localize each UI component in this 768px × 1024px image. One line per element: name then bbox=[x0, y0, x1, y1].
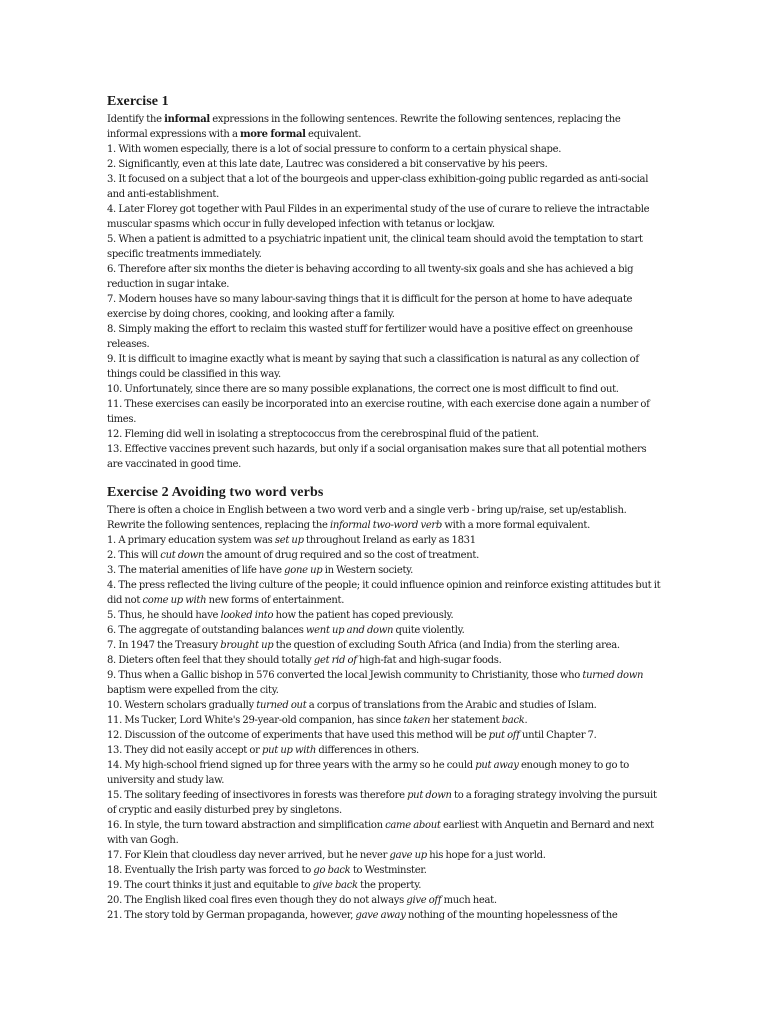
two-word-verb: cut down bbox=[160, 550, 205, 561]
two-word-verb: go back bbox=[313, 865, 351, 876]
bold-term: informal bbox=[164, 114, 210, 125]
exercise-2-sentence: 3. The material amenities of life have gone up in Western society. bbox=[107, 565, 414, 576]
exercise-2-sentence: 8. Dieters often feel that they should totally get rid of high-fat and high-sugar foods. bbox=[107, 655, 502, 666]
two-word-verb: came about bbox=[385, 820, 441, 831]
two-word-verb: put away bbox=[475, 760, 519, 771]
exercise-1-sentence: 11. These exercises can easily be incorporated into an exercise routine, with each exercise done again a number of times. bbox=[107, 399, 650, 425]
two-word-verb: get rid of bbox=[313, 655, 357, 666]
exercise-2-heading: Exercise 2 Avoiding two word verbs bbox=[107, 485, 324, 500]
exercise-1-sentence: 10. Unfortunately, since there are so many possible explanations, the correct one is most difficult to find out. bbox=[107, 384, 619, 395]
exercise-2-sentence: 20. The English liked coal fires even though they do not always give off much heat. bbox=[107, 895, 497, 906]
two-word-verb: come up with bbox=[142, 595, 207, 606]
bold-term: more formal bbox=[240, 129, 306, 140]
exercise-1-list bbox=[107, 142, 663, 472]
two-word-verb: turned out bbox=[256, 700, 307, 711]
exercise-2-sentence: 19. The court thinks it just and equitable to give back the property. bbox=[107, 880, 422, 891]
exercise-1-sentence: 5. When a patient is admitted to a psychiatric inpatient unit, the clinical team should avoid the temptation to start specific treatments immediately. bbox=[107, 234, 643, 260]
exercise-1-sentence: 8. Simply making the effort to reclaim this wasted stuff for fertilizer would have a positive effect on greenhouse releases. bbox=[107, 324, 633, 350]
exercise-2-sentence: 5. Thus, he should have looked into how the patient has coped previously. bbox=[107, 610, 454, 621]
exercise-2-sentence: 18. Eventually the Irish party was forced to go back to Westminster. bbox=[107, 865, 427, 876]
italic-term: informal two-word verb bbox=[329, 520, 443, 531]
exercise-2-sentence: 11. Ms Tucker, Lord White's 29-year-old companion, has since taken her statement back. bbox=[107, 715, 528, 726]
exercise-2-sentence: 15. The solitary feeding of insectivores in forests was therefore put down to a foraging strategy involving the pursuit of cryptic and easily disturbed prey by singletons. bbox=[107, 790, 657, 816]
two-word-verb: put down bbox=[407, 790, 452, 801]
exercise-2-sentence: 17. For Klein that cloudless day never arrived, but he never gave up his hope for a just world. bbox=[107, 850, 546, 861]
exercise-1-sentence: 2. Significantly, even at this late date, Lautrec was considered a bit conservative by his peers. bbox=[107, 159, 548, 170]
exercise-1-sentence: 1. With women especially, there is a lot of social pressure to conform to a certain physical shape. bbox=[107, 144, 562, 155]
exercise-2-sentence: 10. Western scholars gradually turned out a corpus of translations from the Arabic and studies of Islam. bbox=[107, 700, 597, 711]
two-word-verb: went up and down bbox=[305, 625, 394, 636]
exercise-2-sentence: 21. The story told by German propaganda, however, gave away nothing of the mounting hopelessness of the bbox=[107, 910, 618, 921]
two-word-verb: gone up bbox=[284, 565, 323, 576]
exercise-2-intro: There is often a choice in English between a two word verb and a single verb - bring up/raise, set up/establish. Rewrite the following sentences, replacing the informal two-word verb with a more formal equivalent. bbox=[107, 505, 627, 531]
exercise-2-section bbox=[107, 484, 663, 923]
two-word-verb: back bbox=[501, 715, 525, 726]
two-word-verb: gave up bbox=[389, 850, 427, 861]
exercise-1-sentence: 13. Effective vaccines prevent such hazards, but only if a social organisation makes sure that all potential mothers are vaccinated in good time. bbox=[107, 444, 647, 470]
two-word-verb: set up bbox=[274, 535, 304, 546]
exercise-2-sentence: 9. Thus when a Gallic bishop in 576 converted the local Jewish community to Christianity, those who turned down baptism were expelled from the city. bbox=[107, 670, 644, 696]
exercise-1-section bbox=[107, 93, 663, 472]
two-word-verb: give off bbox=[406, 895, 442, 906]
two-word-verb: turned down bbox=[582, 670, 644, 681]
exercise-2-list bbox=[107, 533, 663, 923]
exercise-1-body bbox=[107, 112, 663, 472]
exercise-1-sentence: 6. Therefore after six months the dieter is behaving according to all twenty-six goals and she has achieved a big reduction in sugar intake. bbox=[107, 264, 634, 290]
exercise-2-sentence: 13. They did not easily accept or put up with differences in others. bbox=[107, 745, 419, 756]
two-word-verb: gave away bbox=[355, 910, 406, 921]
two-word-verb: brought up bbox=[220, 640, 274, 651]
two-word-verb: put up with bbox=[261, 745, 316, 756]
exercise-2-sentence: 6. The aggregate of outstanding balances went up and down quite violently. bbox=[107, 625, 465, 636]
exercise-1-sentence: 12. Fleming did well in isolating a streptococcus from the cerebrospinal fluid of the patient. bbox=[107, 429, 539, 440]
exercise-2-sentence: 14. My high-school friend signed up for three years with the army so he could put away enough money to go to university and study law. bbox=[107, 760, 630, 786]
exercise-2-sentence: 16. In style, the turn toward abstraction and simplification came about earliest with Anquetin and Bernard and next with van Gogh. bbox=[107, 820, 654, 846]
exercise-2-sentence: 7. In 1947 the Treasury brought up the question of excluding South Africa (and India) from the sterling area. bbox=[107, 640, 620, 651]
exercise-2-body bbox=[107, 503, 663, 923]
exercise-1-heading: Exercise 1 bbox=[107, 94, 169, 109]
exercise-2-sentence: 1. A primary education system was set up throughout Ireland as early as 1831 bbox=[107, 535, 476, 546]
exercise-1-sentence: 3. It focused on a subject that a lot of the bourgeois and upper-class exhibition-going public regarded as anti-social and anti-establishment. bbox=[107, 174, 649, 200]
exercise-2-sentence: 12. Discussion of the outcome of experiments that have used this method will be put off until Chapter 7. bbox=[107, 730, 597, 741]
exercise-1-sentence: 7. Modern houses have so many labour-saving things that it is difficult for the person at home to have adequate exercise by doing chores, cooking, and looking after a family. bbox=[107, 294, 633, 320]
exercise-2-sentence: 2. This will cut down the amount of drug required and so the cost of treatment. bbox=[107, 550, 479, 561]
exercise-1-sentence: 4. Later Florey got together with Paul Fildes in an experimental study of the use of curare to relieve the intractable muscular spasms which occur in fully developed infection with tetanus or lockjaw. bbox=[107, 204, 650, 230]
two-word-verb: taken bbox=[403, 715, 431, 726]
exercise-1-sentence: 9. It is difficult to imagine exactly what is meant by saying that such a classification is natural as any collection of things could be classified in this way. bbox=[107, 354, 639, 380]
two-word-verb: give back bbox=[312, 880, 358, 891]
two-word-verb: put off bbox=[488, 730, 520, 741]
exercise-1-intro: Identify the informal expressions in the following sentences. Rewrite the following sentences, replacing the informal expressions with a more formal equivalent. bbox=[107, 114, 621, 140]
exercise-2-sentence: 4. The press reflected the living culture of the people; it could influence opinion and reinforce existing attitudes but it did not come up with new forms of entertainment. bbox=[107, 580, 661, 606]
two-word-verb: looked into bbox=[220, 610, 274, 621]
